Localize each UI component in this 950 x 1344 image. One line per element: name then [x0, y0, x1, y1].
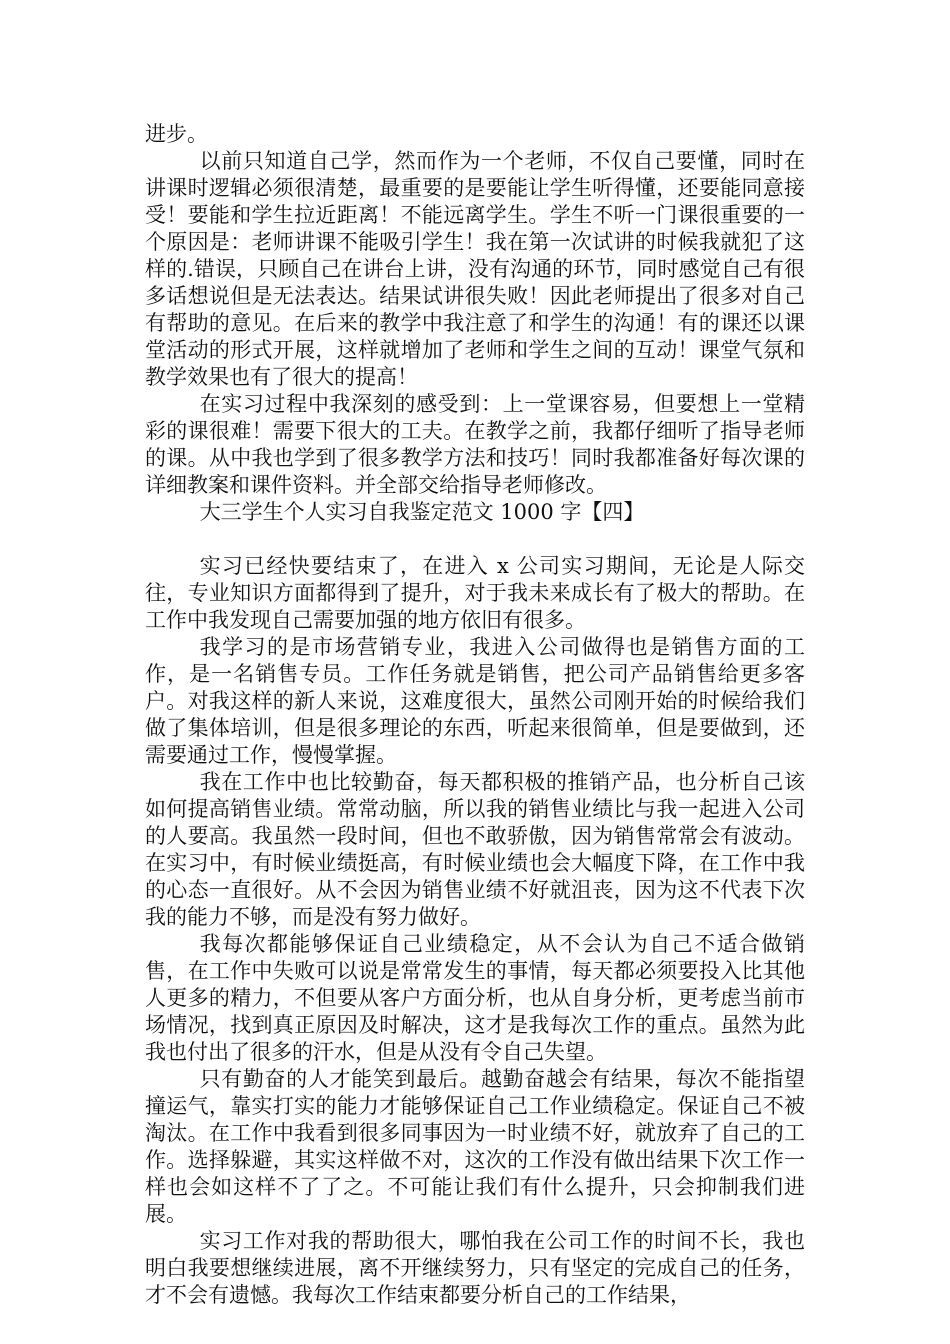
- paragraph: 我在工作中也比较勤奋，每天都积极的推销产品，也分析自己该如何提高销售业绩。常常动脑，所以我的销售业绩比与我一起进入公司的人要高。我虽然一段时间，但也不敢骄傲，因为销售常常会有波动。在实习中，有时候业绩挺高，有时候业绩也会大幅度下降，在工作中我的心态一直很好。从不会因为销售业绩不好就沮丧，因为这不代表下次我的能力不够，而是没有努力做好。: [145, 770, 805, 929]
- paragraph: 在实习过程中我深刻的感受到：上一堂课容易，但要想上一堂精彩的课很难！需要下很大的工夫。在教学之前，我都仔细听了指导老师的课。从中我也学到了很多教学方法和技巧！同时我都准备好每次课的详细教案和课件资料。并全部交给指导老师修改。: [145, 392, 805, 497]
- section-heading: 大三学生个人实习自我鉴定范文 1000 字【四】: [199, 500, 645, 524]
- paragraph: 以前只知道自己学，然而作为一个老师，不仅自己要懂，同时在讲课时逻辑必须很清楚，最重要的是要能让学生听得懂，还要能同意接受！要能和学生拉近距离！不能远离学生。学生不听一门课很重要的一个原因是：老师讲课不能吸引学生！我在第一次试讲的时候我就犯了这样的.错误，只顾自己在讲台上讲，没有沟通的环节，同时感觉自己有很多话想说但是无法表达。结果试讲很失败！因此老师提出了很多对自己有帮助的意见。在后来的教学中我注意了和学生的沟通！有的课还以课堂活动的形式开展，这样就增加了老师和学生之间的互动！课堂气氛和教学效果也有了很大的提高！: [145, 149, 805, 389]
- paragraph: 我每次都能够保证自己业绩稳定，从不会认为自己不适合做销售，在工作中失败可以说是常常发生的事情，每天都必须要投入比其他人更多的精力，不但要从客户方面分析，也从自身分析，更考虑当前市场情况，找到真正原因及时解决，这才是我每次工作的重点。虽然为此我也付出了很多的汗水，但是从没有令自己失望。: [145, 932, 805, 1064]
- paragraph: 实习已经快要结束了，在进入 x 公司实习期间，无论是人际交往，专业知识方面都得到了提升，对于我未来成长有了极大的帮助。在工作中我发现自己需要加强的地方依旧有很多。: [145, 554, 805, 632]
- paragraph: 实习工作对我的帮助很大，哪怕我在公司工作的时间不长，我也明白我要想继续进展，离不开继续努力，只有坚定的完成自己的任务，才不会有遗憾。我每次工作结束都要分析自己的工作结果，: [145, 1229, 805, 1307]
- paragraph: 我学习的是市场营销专业，我进入公司做得也是销售方面的工作，是一名销售专员。工作任务就是销售，把公司产品销售给更多客户。对我这样的新人来说，这难度很大，虽然公司刚开始的时候给我们做了集体培训，但是很多理论的东西，听起来很简单，但是要做到，还需要通过工作，慢慢掌握。: [145, 635, 805, 767]
- document-body: [145, 121, 805, 1309]
- paragraph-continuation: 进步。: [145, 122, 208, 146]
- paragraph: 只有勤奋的人才能笑到最后。越勤奋越会有结果，每次不能指望撞运气，靠实打实的能力才能够保证自己工作业绩稳定。保证自己不被淘汰。在工作中我看到很多同事因为一时业绩不好，就放弃了自己的工作。选择躲避，其实这样做不对，这次的工作没有做出结果下次工作一样也会如这样不了了之。不可能让我们有什么提升，只会抑制我们进展。: [145, 1067, 805, 1226]
